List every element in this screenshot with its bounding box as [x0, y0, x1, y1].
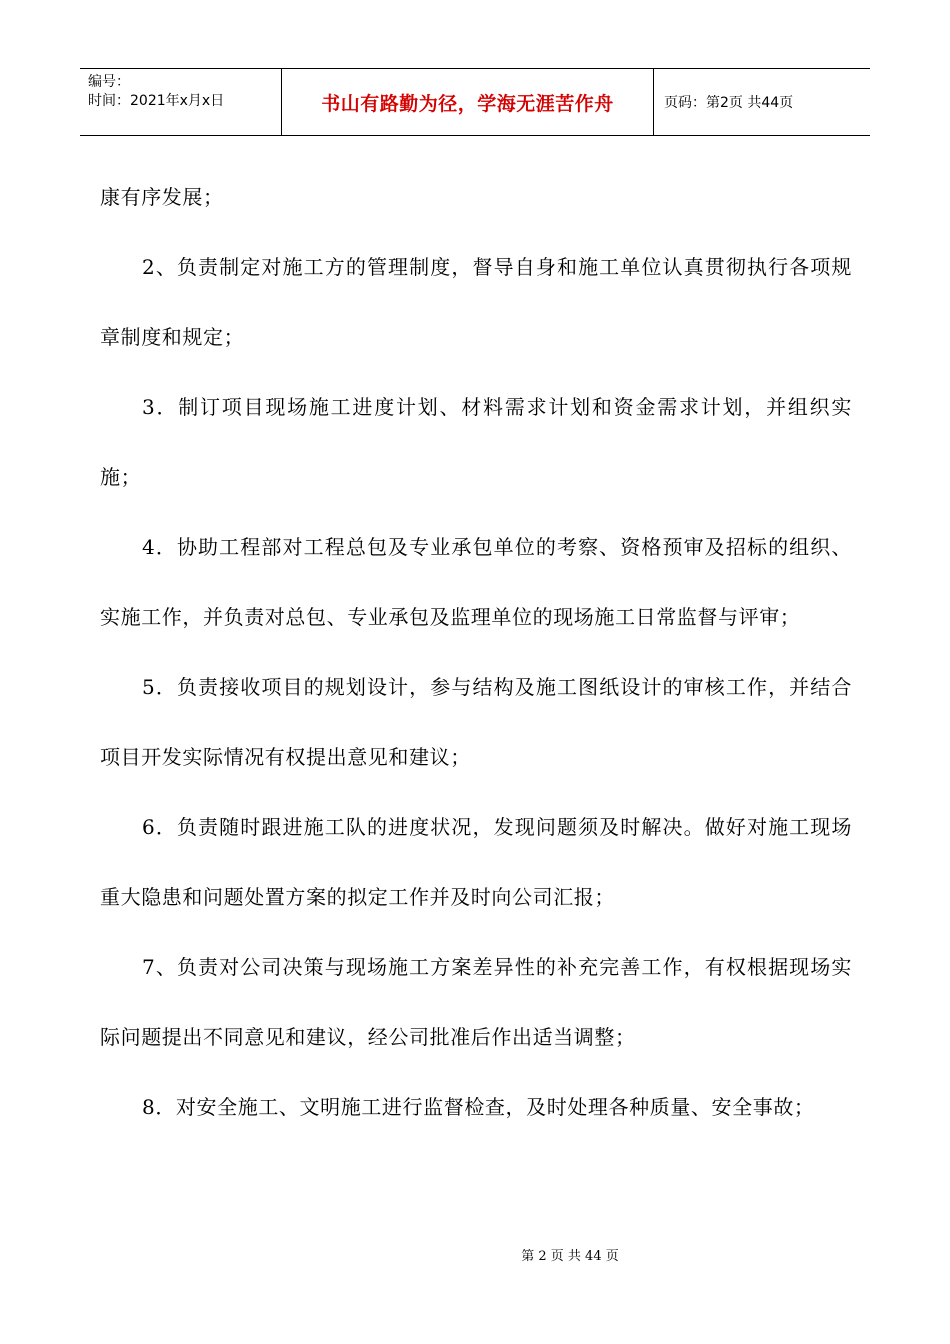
- document-body: [100, 162, 852, 1142]
- paragraph-item-8: 8．对安全施工、文明施工进行监督检查，及时处理各种质量、安全事故；: [142, 1095, 815, 1119]
- date-line: 时间：2021年x月x日: [88, 93, 225, 109]
- paragraph-item-6: 6．负责随时跟进施工队的进度状况，发现问题须及时解决。做好对施工现场重大隐患和问题处置方案的拟定工作并及时向公司汇报；: [100, 815, 852, 909]
- header-page-info: 页码：第2页 共44页: [664, 95, 794, 111]
- paragraph-item-2: 2、负责制定对施工方的管理制度，督导自身和施工单位认真贯彻执行各项规章制度和规定；: [100, 255, 852, 349]
- paragraph-item-5: 5．负责接收项目的规划设计，参与结构及施工图纸设计的审核工作，并结合项目开发实际情况有权提出意见和建议；: [100, 675, 852, 769]
- page-footer: [0, 1245, 950, 1264]
- paragraph-item-3: 3．制订项目现场施工进度计划、材料需求计划和资金需求计划，并组织实施；: [100, 395, 852, 489]
- paragraph-continuation: 康有序发展；: [100, 185, 224, 209]
- serial-label: 编号：: [88, 74, 130, 90]
- header-meta: [80, 69, 282, 135]
- footer-page-number: 第 2 页 共 44 页: [521, 1249, 619, 1264]
- header-motto: 书山有路勤为径，学海无涯苦作舟: [282, 69, 654, 135]
- paragraph-item-4: 4．协助工程部对工程总包及专业承包单位的考察、资格预审及招标的组织、实施工作，并负责对总包、专业承包及监理单位的现场施工日常监督与评审；: [100, 535, 852, 629]
- document-header: [80, 68, 870, 136]
- paragraph-item-7: 7、负责对公司决策与现场施工方案差异性的补充完善工作，有权根据现场实际问题提出不同意见和建议，经公司批准后作出适当调整；: [100, 955, 852, 1049]
